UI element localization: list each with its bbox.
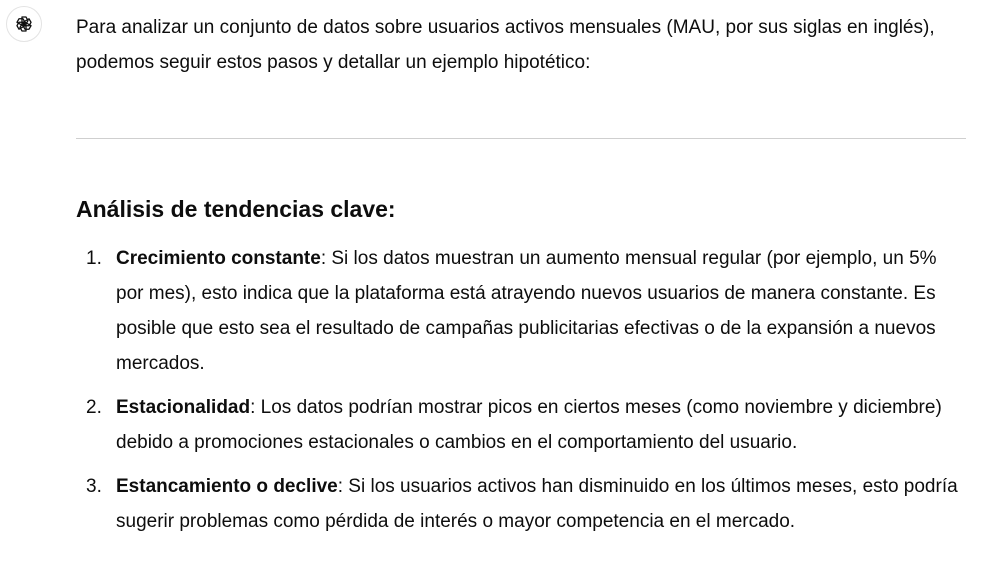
openai-logo-icon bbox=[13, 13, 35, 35]
list-item bbox=[76, 469, 968, 539]
list-item-term: Crecimiento constante bbox=[116, 248, 321, 269]
intro-paragraph: Para analizar un conjunto de datos sobre usuarios activos mensuales (MAU, por sus siglas en inglés), podemos seguir estos pasos y detallar un ejemplo hipotético: bbox=[76, 17, 935, 73]
list-item-term: Estacionalidad bbox=[116, 397, 251, 418]
section-divider bbox=[76, 138, 966, 139]
assistant-message bbox=[76, 10, 968, 548]
analysis-list bbox=[76, 241, 968, 539]
list-item bbox=[76, 241, 968, 381]
assistant-avatar bbox=[6, 6, 42, 42]
list-item bbox=[76, 390, 968, 460]
list-item-number: 1. bbox=[86, 248, 102, 269]
list-item-number: 3. bbox=[86, 476, 102, 497]
list-item-text: : Si los datos muestran un aumento mensual regular (por ejemplo, un 5% por mes), esto indica que la plataforma está atrayendo nuevos usuarios de manera constante. Es posible que esto sea el resultado de campañas publicitarias efectivas o de la expansión a nuevos mercados. bbox=[116, 248, 937, 374]
section-heading: Análisis de tendencias clave: bbox=[76, 196, 396, 222]
list-item-text: : Si los usuarios activos han disminuido en los últimos meses, esto podría sugerir problemas como pérdida de interés o mayor competencia en el mercado. bbox=[116, 476, 958, 532]
list-item-text: : Los datos podrían mostrar picos en ciertos meses (como noviembre y diciembre) debido a promociones estacionales o cambios en el comportamiento del usuario. bbox=[116, 397, 942, 453]
list-item-term: Estancamiento o declive bbox=[116, 476, 338, 497]
list-item-number: 2. bbox=[86, 397, 102, 418]
